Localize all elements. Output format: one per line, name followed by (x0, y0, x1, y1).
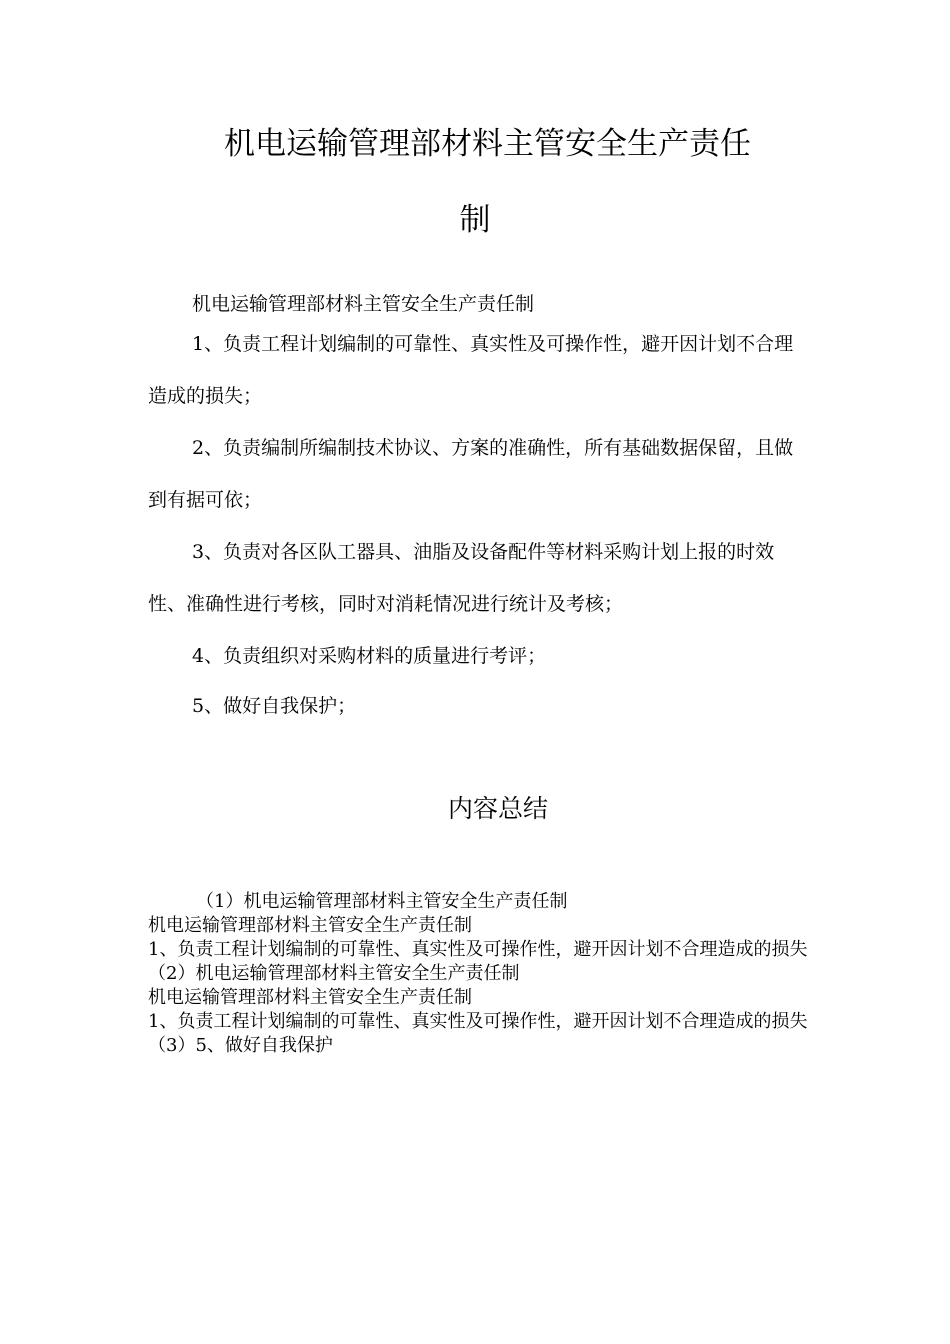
summary-line: 机电运输管理部材料主管安全生产责任制 (148, 987, 472, 1008)
paragraph-intro: 机电运输管理部材料主管安全生产责任制 (192, 293, 535, 315)
document-title-line-1: 机电运输管理部材料主管安全生产责任 (224, 126, 751, 162)
summary-title: 内容总结 (448, 794, 549, 823)
paragraph-item-4: 4、负责组织对采购材料的质量进行考评； (192, 645, 547, 667)
paragraph-item-1: 1、负责工程计划编制的可靠性、真实性及可操作性，避开因计划不合理造成的损失； (148, 333, 794, 407)
paragraph-item-2: 2、负责编制所编制技术协议、方案的准确性，所有基础数据保留，且做到有据可依； (148, 437, 794, 511)
summary-line: 机电运输管理部材料主管安全生产责任制 (148, 915, 472, 936)
document-title-line-2: 制 (459, 202, 491, 238)
summary-line: （2）机电运输管理部材料主管安全生产责任制 (148, 963, 520, 984)
paragraph-item-3: 3、负责对各区队工器具、油脂及设备配件等材料采购计划上报的时效性、准确性进行考核，同时对消耗情况进行统计及考核； (148, 541, 775, 615)
paragraph-item-5: 5、做好自我保护； (192, 695, 357, 717)
summary-line: 1、负责工程计划编制的可靠性、真实性及可操作性，避开因计划不合理造成的损失 (148, 1011, 808, 1032)
summary-block (148, 890, 808, 1058)
summary-line: 1、负责工程计划编制的可靠性、真实性及可操作性，避开因计划不合理造成的损失 (148, 939, 808, 960)
summary-line: （3）5、做好自我保护 (148, 1035, 333, 1056)
summary-line: （1）机电运输管理部材料主管安全生产责任制 (196, 891, 568, 912)
